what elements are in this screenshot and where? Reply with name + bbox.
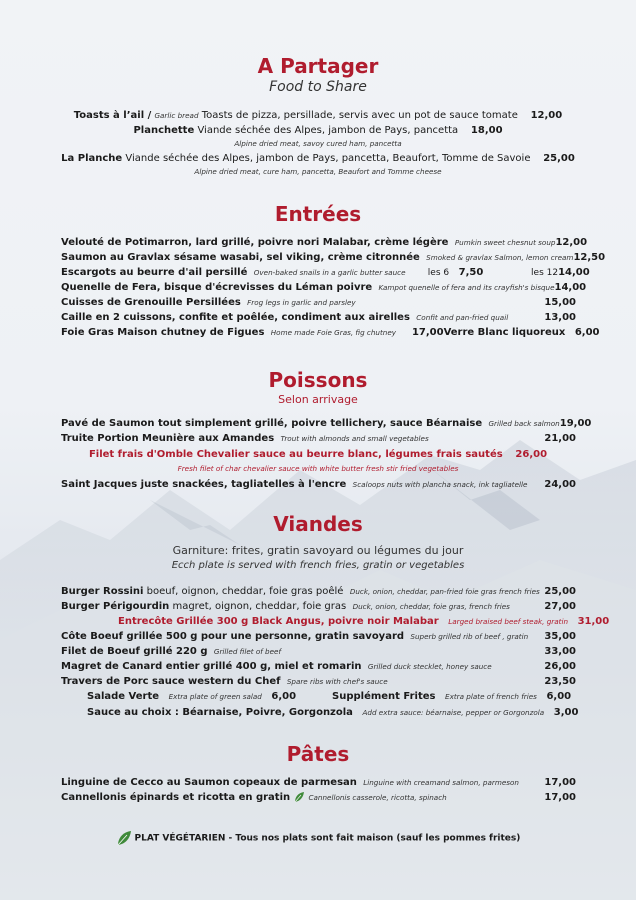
item-description: Viande séchée des Alpes, jambon de Pays, pancetta xyxy=(197,125,459,136)
item-name: Foie Gras Maison chutney de Figues xyxy=(61,327,265,338)
item-name: Escargots au beurre d'ail persillé xyxy=(61,267,248,278)
menu-item-linguine xyxy=(61,776,576,790)
extra-english: Add extra sauce: béarnaise, pepper or Gorgonzola xyxy=(362,708,545,717)
item-price: 14,00 xyxy=(554,282,587,293)
section-subtitle-poissons: Selon arrivage xyxy=(278,393,358,406)
item-description: boeuf, oignon, cheddar, foie gras poêlé xyxy=(146,586,344,597)
menu-item-cuisses-grenouille xyxy=(61,296,576,310)
menu-item-pave-saumon xyxy=(61,417,592,431)
item-price: 12,00 xyxy=(530,110,563,121)
item-english: Alpine dried meat, cure ham, pancetta, Beaufort and Tomme cheese xyxy=(194,167,442,176)
item-english: Confit and pan-fried quail xyxy=(416,313,509,322)
item-price: 35,00 xyxy=(544,631,576,642)
leaf-icon xyxy=(116,830,132,846)
item-price-foie-gras: 17,00 xyxy=(411,327,444,338)
item-english: Oven-baked snails in a garlic butter sauce xyxy=(253,268,406,277)
item-english: Superb grilled rib of beef , gratin xyxy=(410,632,529,641)
section-subtitle-viandes-english: Ecch plate is served with french fries, gratin or vegetables xyxy=(171,560,465,571)
section-subtitle-partager: Food to Share xyxy=(269,79,367,95)
item-english: Home made Foie Gras, fig chutney xyxy=(270,328,397,337)
menu-item-foie-gras xyxy=(61,326,600,340)
item-english: Duck, onion, cheddar, pan-fried foie gras french fries xyxy=(349,587,540,596)
item-name: Quenelle de Fera, bisque d'écrevisses du Léman poivre xyxy=(61,282,373,293)
item-name: Velouté de Potimarron, lard grillé, poivre nori Malabar, crème légère xyxy=(61,237,449,248)
item-english: Grilled filet of beef xyxy=(213,647,281,656)
menu-item-magret-canard xyxy=(61,660,576,674)
item-price: 23,50 xyxy=(544,676,576,687)
item-english: Frog legs in garlic and parsley xyxy=(247,298,356,307)
extra-name: Sauce au choix : Béarnaise, Poivre, Gorgonzola xyxy=(87,707,353,718)
item-name: Filet frais d'Omble Chevalier sauce au beurre blanc, légumes frais sautés xyxy=(88,449,503,460)
footer-text: - Tous nos plats sont fait maison (sauf les pommes frites) xyxy=(225,833,521,844)
menu-item-la-planche xyxy=(0,152,636,166)
item-english: Kampot quenelle of fera and its crayfish's bisque xyxy=(378,283,555,292)
item-english: Pumkin sweet chesnut soup xyxy=(454,238,556,247)
menu-item-saumon-gravlax xyxy=(61,251,606,265)
item-english: Larged braised beef steak, gratin xyxy=(448,617,569,626)
portion-label-6: les 6 xyxy=(427,268,450,278)
section-title-pates: Pâtes xyxy=(286,742,350,766)
item-english: Duck, onion, cheddar, foie gras, french fries xyxy=(352,602,510,611)
item-price: 12,00 xyxy=(555,237,588,248)
item-description: Toasts de pizza, persillade, servis avec un pot de sauce tomate xyxy=(201,110,518,121)
item-description: magret, oignon, cheddar, foie gras xyxy=(172,601,347,612)
menu-item-saint-jacques xyxy=(61,478,576,492)
item-name: Toasts à l’ail / xyxy=(73,110,152,121)
menu-item-travers-porc xyxy=(61,675,576,689)
wine-pairing-price: 6,00 xyxy=(574,327,600,338)
menu-item-cannellonis xyxy=(61,791,576,805)
extra-sauce xyxy=(87,706,578,720)
item-english: Grilled duck stecklet, honey sauce xyxy=(367,662,492,671)
item-price: 17,00 xyxy=(544,792,576,803)
menu-item-omble-chevalier xyxy=(0,448,636,462)
item-name: Filet de Boeuf grillé 220 g xyxy=(61,646,208,657)
item-price: 21,00 xyxy=(544,433,576,444)
wine-pairing-label: Verre Blanc liquoreux xyxy=(443,327,566,338)
item-english: Spare ribs with chef's sauce xyxy=(286,677,388,686)
leaf-icon xyxy=(293,791,305,803)
extra-supplement-frites xyxy=(332,690,571,704)
menu-item-escargots xyxy=(61,266,590,280)
item-name: Truite Portion Meunière aux Amandes xyxy=(61,433,275,444)
menu-item-caille xyxy=(61,311,576,325)
extra-name: Supplément Frites xyxy=(332,691,436,702)
extra-english: Extra plate of french fries xyxy=(445,692,537,701)
menu-item-toasts xyxy=(0,109,636,123)
item-price: 18,00 xyxy=(470,125,503,136)
item-price: 14,00 xyxy=(558,267,590,278)
item-name: Planchette xyxy=(133,125,195,136)
item-price: 15,00 xyxy=(544,297,576,308)
menu-item-burger-perigourdin xyxy=(61,600,576,614)
menu-item-burger-rossini xyxy=(61,585,576,599)
footer-vegetarian-label: PLAT VÉGÉTARIEN xyxy=(134,833,226,844)
menu-item-veloute xyxy=(61,236,588,250)
item-price: 13,00 xyxy=(544,312,576,323)
item-name: Caille en 2 cuissons, confite et poêlée, condiment aux airelles xyxy=(61,312,410,323)
section-title-partager: A Partager xyxy=(257,54,379,78)
item-price: 17,00 xyxy=(544,777,576,788)
extra-name: Salade Verte xyxy=(87,691,160,702)
item-price: 24,00 xyxy=(544,479,576,490)
item-name: Saint Jacques juste snackées, tagliatelles à l'encre xyxy=(61,479,347,490)
item-name: Linguine de Cecco au Saumon copeaux de parmesan xyxy=(61,777,357,788)
item-price: 12,50 xyxy=(573,252,606,263)
item-english: Scaloops nuts with plancha snack, ink tagliatelle xyxy=(352,480,528,489)
menu-item-planchette xyxy=(0,124,636,138)
item-price: 25,00 xyxy=(544,586,576,597)
item-name: Magret de Canard entier grillé 400 g, miel et romarin xyxy=(61,661,362,672)
section-title-entrees: Entrées xyxy=(274,202,362,226)
extra-salade-verte xyxy=(87,690,296,704)
menu-item-cote-boeuf xyxy=(61,630,576,644)
item-english: Fresh filet of char chevalier sauce with white butter fresh stir fried vegetables xyxy=(177,464,459,473)
item-english: Alpine dried meat, savoy cured ham, pancetta xyxy=(234,139,402,148)
item-english: Cannellonis casserole, ricotta, spinach xyxy=(308,793,447,802)
portion-label-12: les 12 xyxy=(531,268,559,278)
menu-item-entrecote xyxy=(118,615,609,629)
item-name: Burger Rossini xyxy=(61,586,144,597)
item-english: Smoked & gravlax Salmon, lemon cream xyxy=(426,253,574,262)
item-english: Linguine with creamand salmon, parmeson xyxy=(363,778,519,787)
item-name: Cuisses de Grenouille Persillées xyxy=(61,297,241,308)
portion-price-6: 7,50 xyxy=(458,267,484,278)
section-title-viandes: Viandes xyxy=(273,512,363,536)
item-english: Grilled back salmon xyxy=(488,419,560,428)
item-price: 26,00 xyxy=(544,661,576,672)
item-price: 19,00 xyxy=(559,418,592,429)
menu-item-truite xyxy=(61,432,576,446)
section-subtitle-viandes: Garniture: frites, gratin savoyard ou légumes du jour xyxy=(172,544,464,557)
extra-price: 6,00 xyxy=(546,691,572,702)
extra-price: 3,00 xyxy=(553,707,579,718)
item-price: 33,00 xyxy=(544,646,576,657)
item-price: 26,00 xyxy=(515,449,548,460)
item-name: Côte Boeuf grillée 500 g pour une personne, gratin savoyard xyxy=(61,631,405,642)
item-description: Viande séchée des Alpes, jambon de Pays, pancetta, Beaufort, Tomme de Savoie xyxy=(125,153,531,164)
item-price: 25,00 xyxy=(543,153,575,164)
item-price: 31,00 xyxy=(577,616,610,627)
item-name: Travers de Porc sauce western du Chef xyxy=(61,676,281,687)
item-english: Trout with almonds and small vegetables xyxy=(280,434,429,443)
item-name: Burger Périgourdin xyxy=(61,601,170,612)
extra-price: 6,00 xyxy=(271,691,297,702)
menu-item-filet-boeuf xyxy=(61,645,576,659)
item-name: Saumon au Gravlax sésame wasabi, sel viking, crème citronnée xyxy=(61,252,420,263)
item-name: Pavé de Saumon tout simplement grillé, poivre tellichery, sauce Béarnaise xyxy=(61,418,483,429)
item-name: Entrecôte Grillée 300 g Black Angus, poivre noir Malabar xyxy=(118,616,439,627)
footer-note xyxy=(0,830,636,846)
item-price: 27,00 xyxy=(544,601,576,612)
menu-item-quenelle xyxy=(61,281,587,295)
item-name: La Planche xyxy=(61,153,123,164)
extra-english: Extra plate of green salad xyxy=(168,692,262,701)
item-name: Cannellonis épinards et ricotta en gratin xyxy=(61,792,291,803)
item-english: Garlic bread xyxy=(154,111,199,120)
section-title-poissons: Poissons xyxy=(268,368,368,392)
